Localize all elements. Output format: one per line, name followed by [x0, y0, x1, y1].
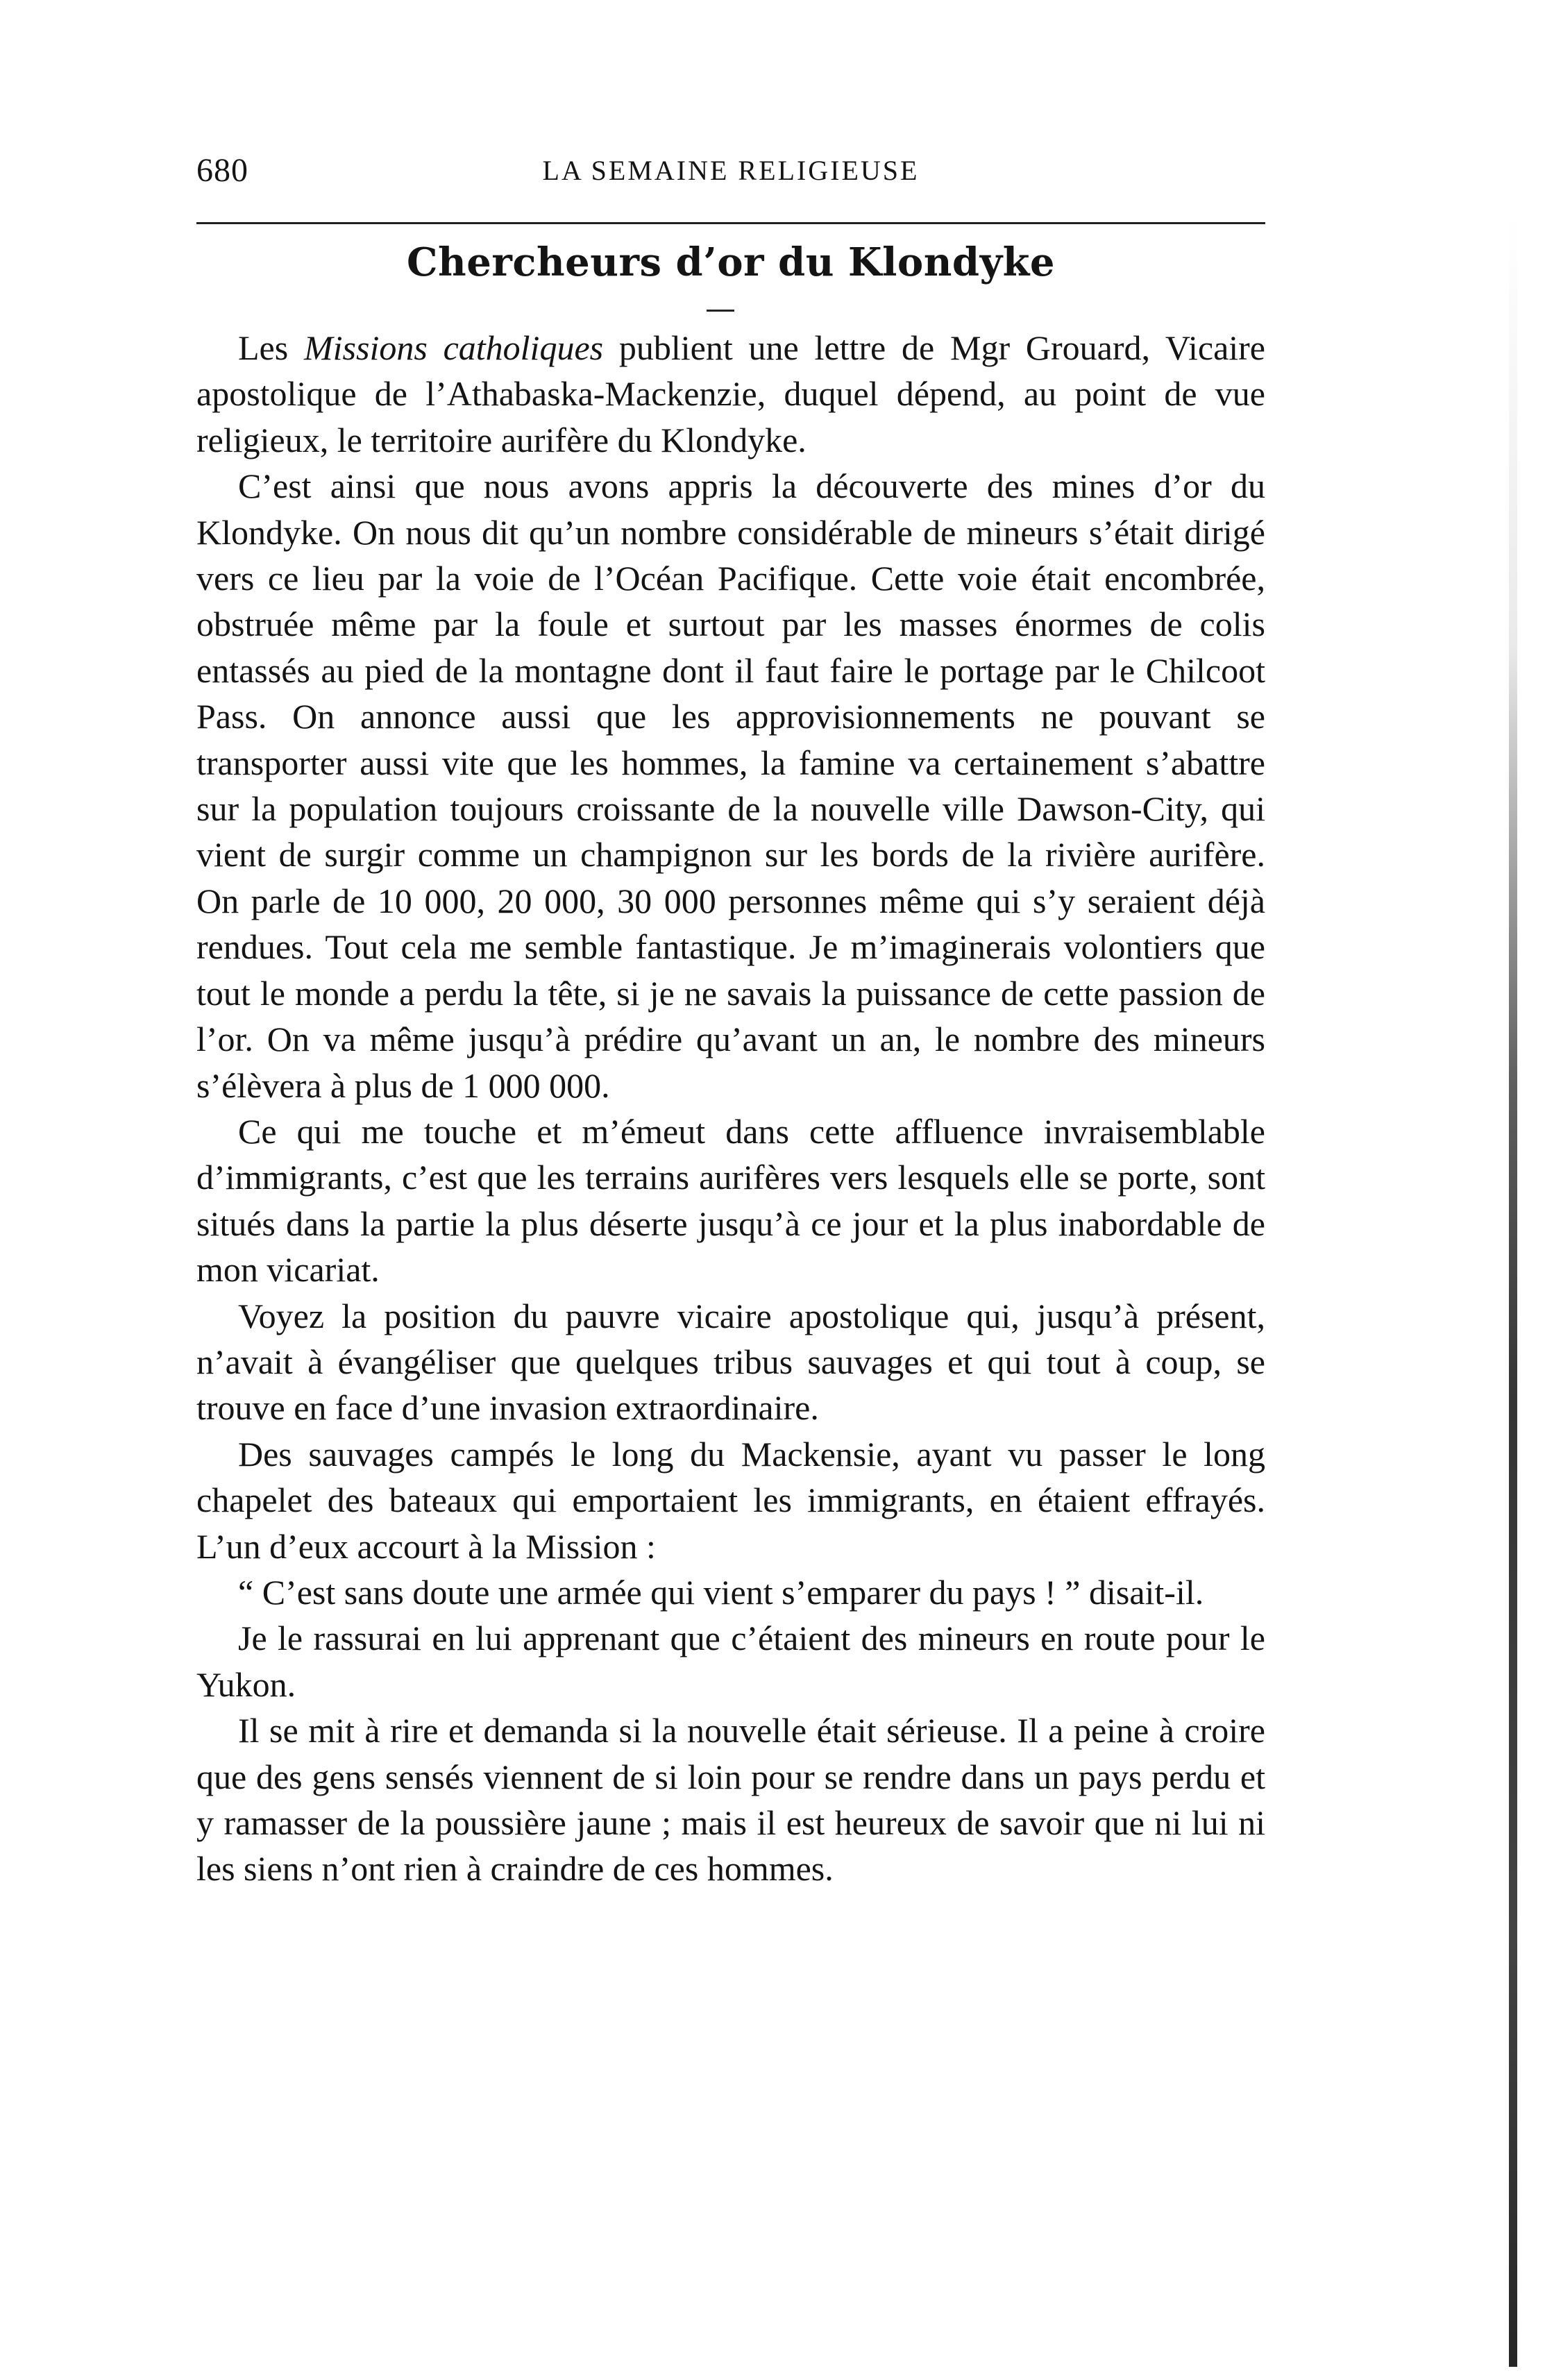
scan-edge-shadow — [1509, 215, 1517, 2367]
paragraph-2: C’est ainsi que nous avons appris la découverte des mines d’or du Klondyke. On nous dit qu’un nombre considérable de mineurs s’était dirigé vers ce lieu par la voie de l’Océan Pacifique. Cette voie était encombrée, obstruée même par la foule et surtout par les masses énormes de colis entassés au pied de la montagne dont il faut faire le portage par le Chilcoot Pass. On annonce aussi que les approvisionnements ne pouvant se transporter aussi vite que les hommes, la famine va certainement s’abattre sur la population toujours croissante de la nouvelle ville Dawson-City, qui vient de surgir comme un champignon sur les bords de la rivière aurifère. On parle de 10 000, 20 000, 30 000 personnes même qui s’y seraient déjà rendues. Tout cela me semble fantastique. Je m’imaginerais volontiers que tout le monde a perdu la tête, si je ne savais la puissance de cette passion de l’or. On va même jusqu’à prédire qu’avant un an, le nombre des mineurs s’élèvera à plus de 1 000 000. — [196, 466, 1265, 1105]
paragraph-4: Voyez la position du pauvre vicaire apostolique qui, jusqu’à présent, n’avait à évangéliser que quelques tribus sauvages et qui tout à coup, se trouve en face d’une invasion extraordinaire. — [196, 1296, 1265, 1428]
running-head: LA SEMAINE RELIGIEUSE — [542, 155, 920, 186]
paragraph-7: Je le rassurai en lui apprenant que c’étaient des mineurs en route pour le Yukon. — [196, 1619, 1265, 1704]
article-title: Chercheurs d’or du Klondyke — [406, 239, 1056, 285]
page-header — [196, 151, 1265, 193]
paragraph-8: Il se mit à rire et demanda si la nouvelle était sérieuse. Il a peine à croire que des gens sensés viennent de si loin pour se rendre dans un pays perdu et y ramasser de la poussière jaune ; mais il est heureux de savoir que ni lui ni les siens n’ont rien à craindre de ces hommes. — [196, 1711, 1265, 1889]
page-number: 680 — [196, 152, 248, 189]
paragraph-1-lead: Les — [238, 328, 304, 367]
paragraph-1 — [196, 325, 1265, 463]
article-body — [196, 325, 1265, 1892]
paragraph-3: Ce qui me touche et m’émeut dans cette affluence invraisemblable d’immigrants, c’est que les terrains aurifères vers lesquels elle se porte, sont situés dans la partie la plus déserte jusqu’à ce jour et la plus inabordable de mon vicariat. — [196, 1111, 1265, 1290]
paragraph-1-rest: publient une lettre de Mgr Grouard, Vicaire apostolique de l’Athabaska-Mackenzie, duquel dépend, au point de vue religieux, le territoire aurifère du Klondyke. — [196, 328, 1265, 459]
publication-name: Missions catholiques — [303, 328, 604, 367]
paragraph-6-quote: “ C’est sans doute une armée qui vient s’emparer du pays ! ” disait-il. — [238, 1572, 1204, 1612]
title-ornament-rule — [707, 310, 734, 312]
header-rule — [196, 222, 1265, 224]
paragraph-5: Des sauvages campés le long du Mackensie, ayant vu passer le long chapelet des bateaux qui emportaient les immigrants, en étaient effrayés. L’un d’eux accourt à la Mission : — [196, 1434, 1265, 1566]
